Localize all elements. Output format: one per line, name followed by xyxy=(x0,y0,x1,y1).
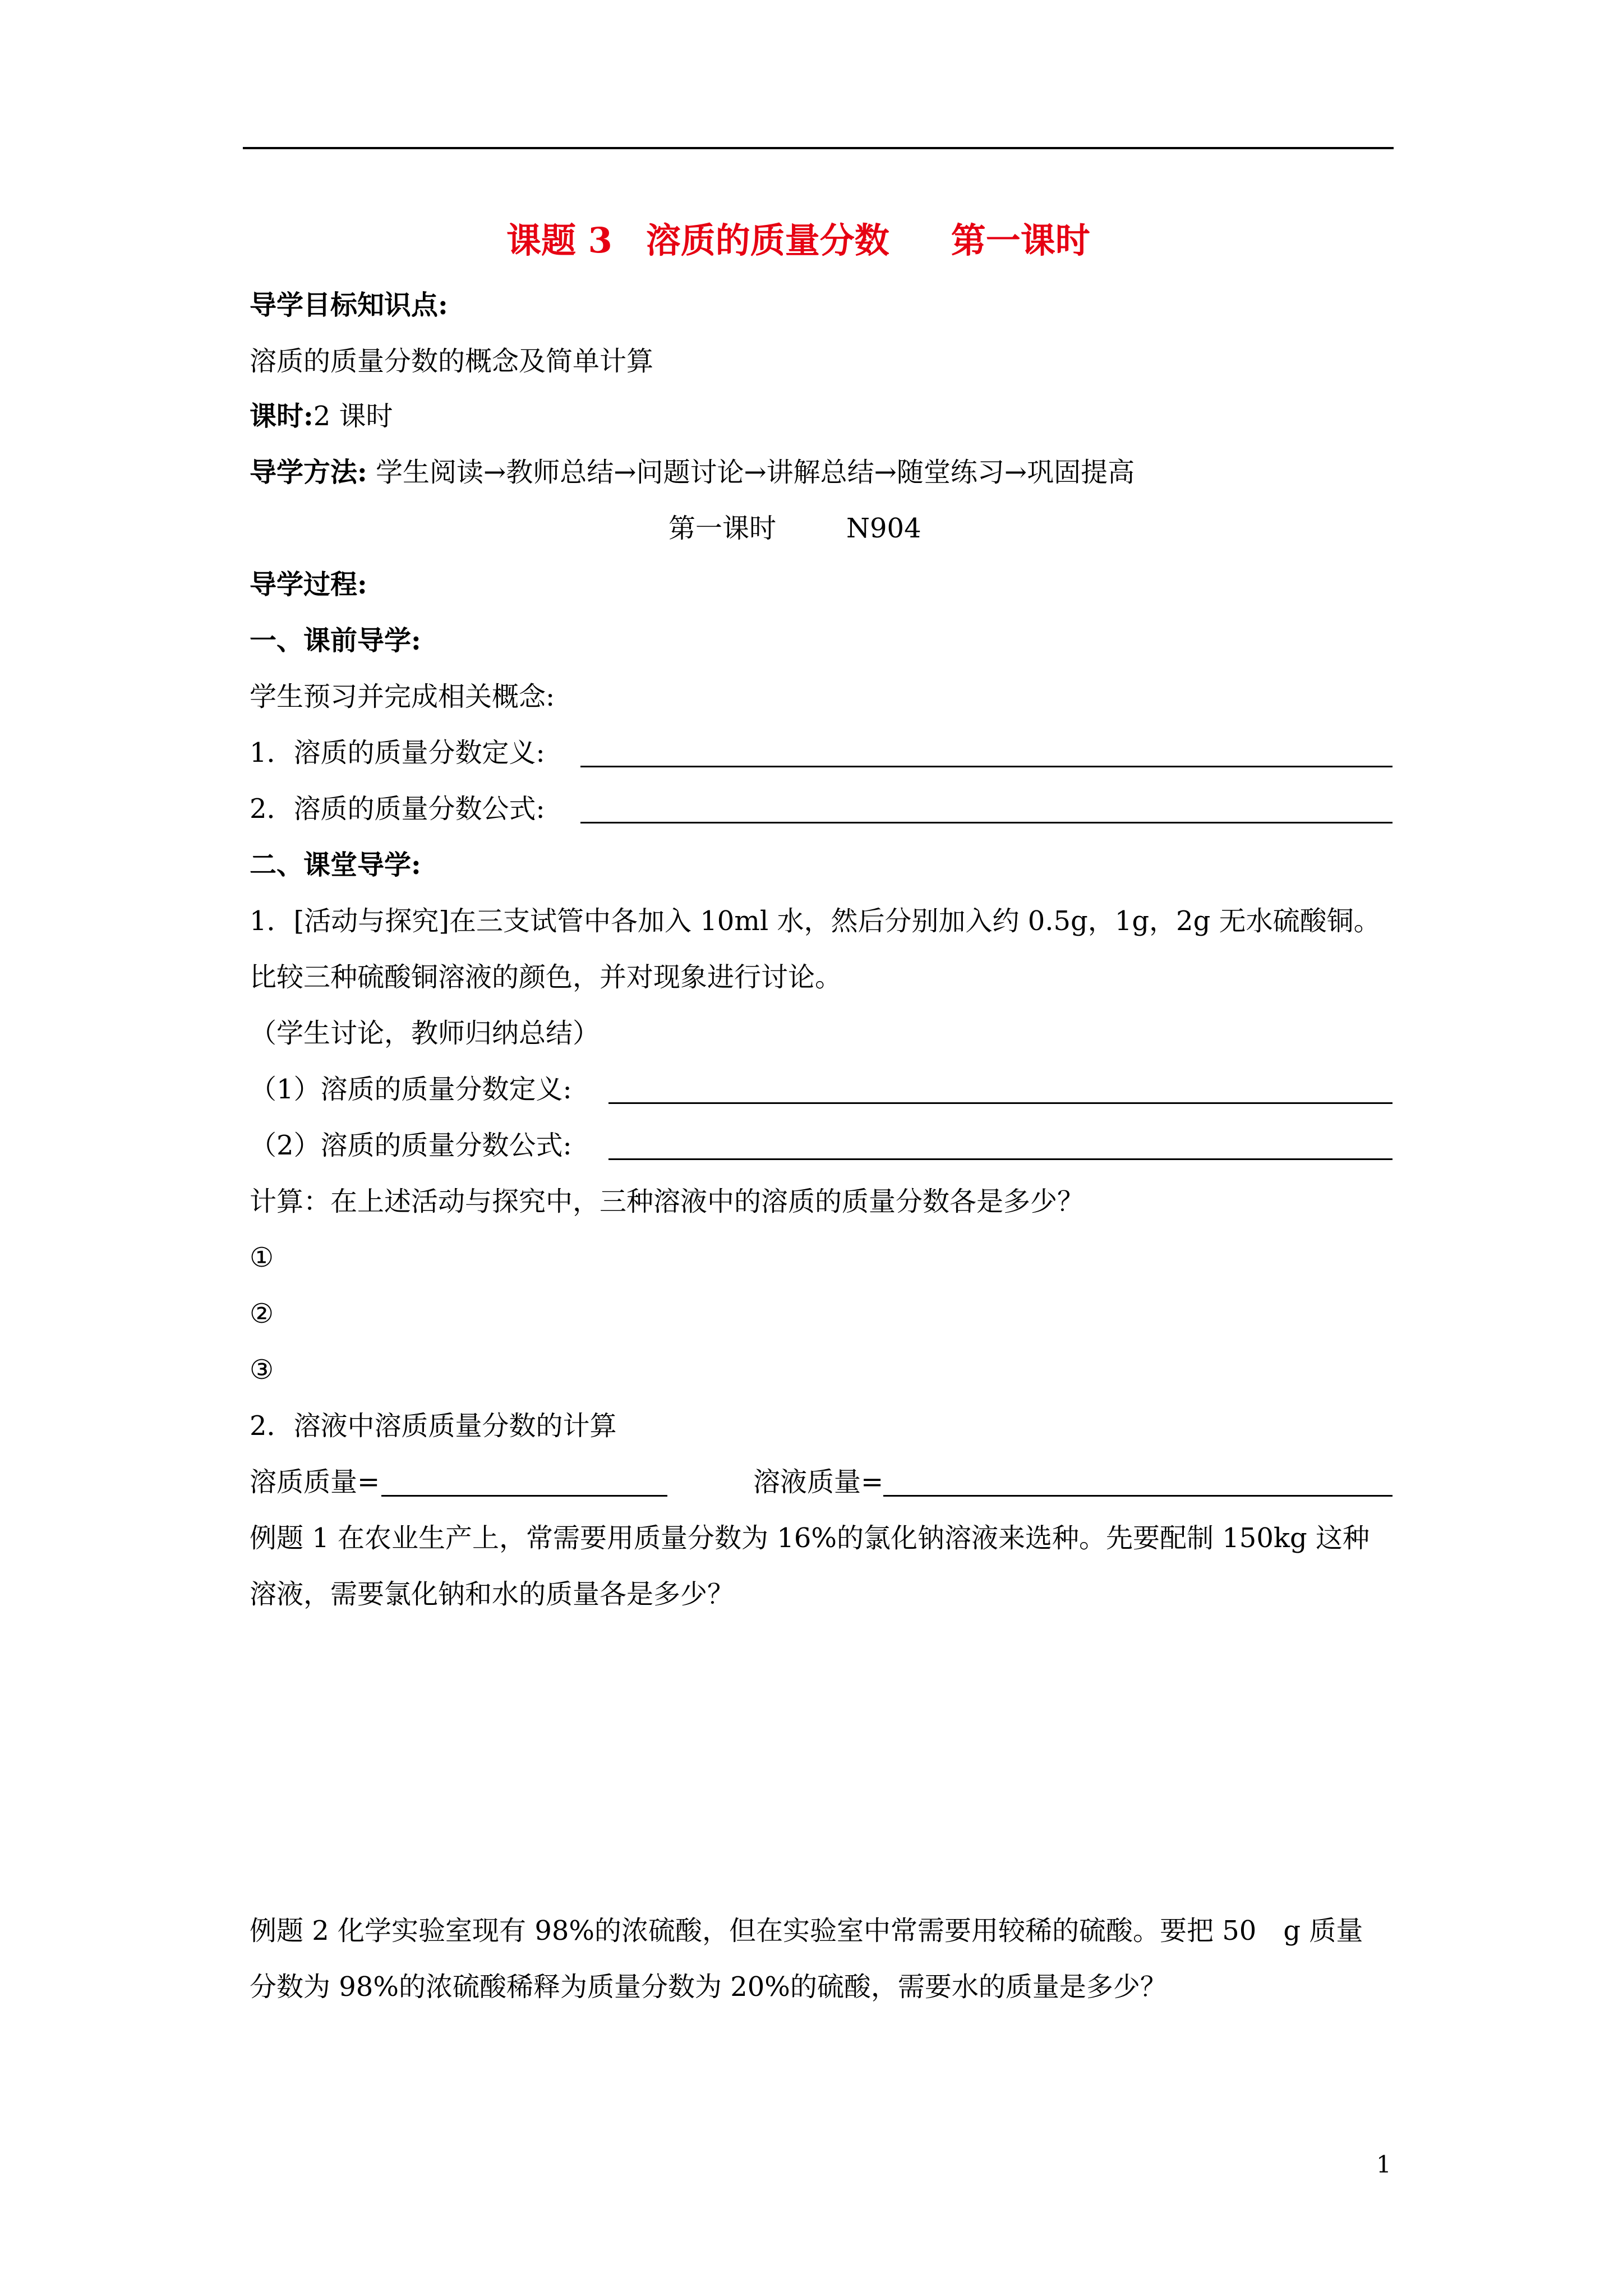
page-title xyxy=(506,220,1090,261)
section2-heading: 二、课堂导学: xyxy=(250,849,421,881)
activity-line1: 1．[活动与探究]在三支试管中各加入 10ml 水，然后分别加入约 0.5g，1g，2g 无水硫酸铜。 xyxy=(250,905,1381,937)
method-line xyxy=(250,459,1135,486)
solute-mass-label: 溶质质量= xyxy=(250,1466,380,1498)
title-lesson-number: 课题 3 xyxy=(506,220,612,261)
answer-mark-3: ③ xyxy=(250,1354,274,1386)
lesson-name: 第一课时 xyxy=(668,513,777,544)
item2-heading: 2．溶液中溶质质量分数的计算 xyxy=(250,1410,617,1442)
title-period: 第一课时 xyxy=(951,220,1090,261)
discussion-note: （学生讨论，教师归纳总结） xyxy=(250,1018,600,1049)
lesson-line xyxy=(668,515,921,542)
hours-value: 2 课时 xyxy=(313,401,393,432)
calc-question: 计算：在上述活动与探究中，三种溶液中的溶质的质量分数各是多少？ xyxy=(250,1186,1085,1217)
blank-line-solute-mass xyxy=(381,1495,667,1497)
sub2-label: （2）溶质的质量分数公式: xyxy=(250,1130,572,1161)
section1-q2: 2．溶质的质量分数公式: xyxy=(250,793,545,825)
objectives-label: 导学目标知识点: xyxy=(250,289,448,321)
solution-mass-label: 溶液质量= xyxy=(753,1466,884,1498)
hours-line xyxy=(250,403,393,430)
header-rule xyxy=(243,147,1394,149)
page-number: 1 xyxy=(1376,2151,1391,2178)
sub1-label: （1）溶质的质量分数定义: xyxy=(250,1074,572,1105)
section1-intro: 学生预习并完成相关概念: xyxy=(250,681,555,712)
section1-q1: 1．溶质的质量分数定义: xyxy=(250,737,545,769)
blank-line-sub1 xyxy=(608,1102,1393,1104)
method-text: 学生阅读→教师总结→问题讨论→讲解总结→随堂练习→巩固提高 xyxy=(376,457,1135,488)
objectives-text: 溶质的质量分数的概念及简单计算 xyxy=(250,346,654,377)
answer-mark-1: ① xyxy=(250,1242,274,1273)
title-topic: 溶质的质量分数 xyxy=(645,220,889,261)
activity-line2: 比较三种硫酸铜溶液的颜色，并对现象进行讨论。 xyxy=(250,961,842,993)
example2-line2: 分数为 98%的浓硫酸稀释为质量分数为 20%的硫酸，需要水的质量是多少？ xyxy=(250,1971,1167,2003)
answer-mark-2: ② xyxy=(250,1298,274,1329)
section1-heading: 一、课前导学: xyxy=(250,625,421,656)
method-label: 导学方法: xyxy=(250,457,367,488)
lesson-code: N904 xyxy=(846,513,921,544)
blank-line-q2 xyxy=(580,822,1393,823)
example1-line1: 例题 1 在农业生产上，常需要用质量分数为 16%的氯化钠溶液来选种。先要配制 150kg 这种 xyxy=(250,1522,1370,1554)
hours-label: 课时: xyxy=(250,401,313,432)
blank-line-sub2 xyxy=(608,1158,1393,1160)
example1-line2: 溶液，需要氯化钠和水的质量各是多少？ xyxy=(250,1579,735,1610)
blank-line-q1 xyxy=(580,766,1393,767)
blank-line-solution-mass xyxy=(883,1495,1393,1497)
example2-line1: 例题 2 化学实验室现有 98%的浓硫酸，但在实验室中常需要用较稀的硫酸。要把 50 g 质量 xyxy=(250,1915,1363,1947)
process-label: 导学过程: xyxy=(250,569,367,600)
